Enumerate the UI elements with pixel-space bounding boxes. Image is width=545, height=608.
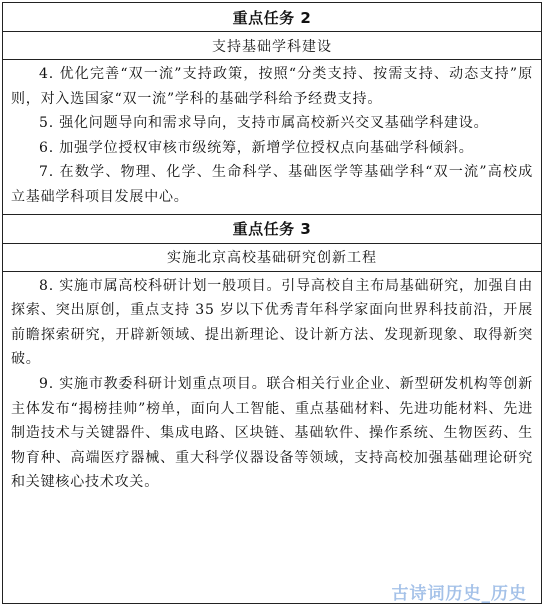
task-table bbox=[2, 2, 542, 604]
task3-body bbox=[3, 272, 541, 499]
task2-item-6: 6. 加强学位授权审核市级统筹，新增学位授权点向基础学科倾斜。 bbox=[39, 139, 474, 156]
task2-subtitle: 支持基础学科建设 bbox=[3, 32, 541, 60]
task2-body bbox=[3, 60, 541, 215]
task2-item-7: 7. 在数学、物理、化学、生命科学、基础医学等基础学科“双一流”高校成立基础学科项目发展中心。 bbox=[11, 164, 533, 205]
task3-title: 重点任务 3 bbox=[3, 215, 541, 244]
task3-item-8: 8. 实施市属高校科研计划一般项目。引导高校自主布局基础研究，加强自由探索、突出原创，重点支持 35 岁以下优秀青年科学家面向世界科技前沿，开展前瞻探索研究，开辟新领域、提出新理论、设计新方法、发现新现象、取得新突破。 bbox=[11, 277, 533, 368]
task2-title: 重点任务 2 bbox=[3, 3, 541, 32]
task3-subtitle: 实施北京高校基础研究创新工程 bbox=[3, 244, 541, 272]
task2-item-4: 4. 优化完善“双一流”支持政策，按照“分类支持、按需支持、动态支持”原则，对入选国家“双一流”学科的基础学科给予经费支持。 bbox=[11, 66, 533, 107]
task3-item-9: 9. 实施市教委科研计划重点项目。联合相关行业企业、新型研发机构等创新主体发布“揭榜挂帅”榜单，面向人工智能、重点基础材料、先进功能材料、先进制造技术与关键器件、集成电路、区块链、基础软件、操作系统、生物医药、生物育种、高端医疗器械、重大科学仪器设备等领域，支持高校加强基础理论研究和关键核心技术攻关。 bbox=[11, 375, 533, 491]
watermark-logo: 古诗词历史_历史 bbox=[391, 584, 527, 604]
task2-item-5: 5. 强化问题导向和需求导向，支持市属高校新兴交叉基础学科建设。 bbox=[39, 115, 489, 132]
